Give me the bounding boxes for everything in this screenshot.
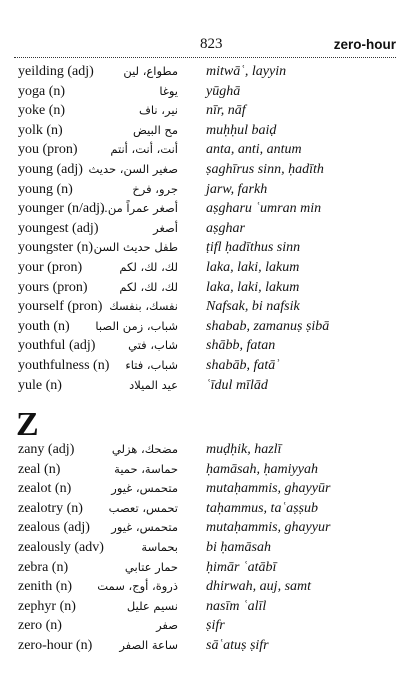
transliteration: ṣifr [206, 618, 225, 634]
headword: zany (adj) [18, 442, 75, 457]
dictionary-entry [0, 520, 410, 540]
dictionary-entry [0, 280, 410, 300]
arabic-translation: أنت، أنت، أنتم [110, 142, 178, 157]
headword: young (n) [18, 181, 73, 197]
arabic-translation: متحمس، غيور [111, 481, 178, 496]
transliteration: taḥammus, taʿaṣṣub [206, 500, 319, 516]
arabic-translation: طفل حديث السن [93, 240, 178, 255]
transliteration: shabab, zamanuṣ ṣibā [206, 318, 330, 334]
headword: yolk (n) [18, 122, 63, 138]
dictionary-entry [0, 182, 410, 202]
dictionary-entry [0, 260, 410, 280]
dictionary-entry [0, 84, 410, 104]
dictionary-entry [0, 540, 410, 560]
headword: young (adj) [18, 162, 83, 177]
headword: youthful (adj) [18, 338, 96, 354]
transliteration: aṣgharu ʿumran min [206, 201, 322, 217]
dictionary-entry [0, 462, 410, 482]
arabic-translation: ساعة الصفر [119, 638, 178, 652]
page-number: 823 [200, 36, 223, 52]
headword: zero (n) [18, 618, 62, 634]
dictionary-entry [0, 142, 410, 162]
transliteration: shābb, fatan [206, 338, 276, 354]
transliteration: ʿīdul mīlād [206, 377, 268, 393]
headword: zebra (n) [18, 559, 69, 575]
dictionary-entry [0, 64, 410, 84]
section-letter: Z [16, 406, 39, 443]
dictionary-entry [0, 319, 410, 339]
headword: yoke (n) [18, 103, 66, 119]
arabic-translation: مح البيض [133, 122, 178, 137]
arabic-translation: لك، لك، لكم [119, 279, 178, 294]
arabic-translation: نفسك، بنفسك [109, 299, 178, 314]
dictionary-entry [0, 579, 410, 599]
arabic-translation: يوغا [159, 83, 178, 98]
transliteration: ḥimār ʿatābī [206, 559, 277, 575]
page-header [14, 36, 396, 56]
arabic-translation: نير، ناف [138, 103, 178, 118]
headword: yoga (n) [18, 83, 66, 99]
header-rule [14, 57, 396, 58]
transliteration: ḥamāsah, ḥamiyyah [206, 461, 318, 477]
arabic-translation: جرو، فرخ [132, 181, 178, 196]
transliteration: laka, laki, lakum [206, 279, 300, 295]
arabic-translation: صفر [156, 618, 178, 633]
transliteration: Nafsak, bi nafsik [206, 299, 300, 315]
dictionary-entry [0, 378, 410, 398]
transliteration: mitwāʿ, layyin [206, 64, 287, 79]
arabic-translation: أصغر [153, 220, 178, 235]
dictionary-entry [0, 103, 410, 123]
transliteration: anta, anti, antum [206, 142, 302, 158]
transliteration: mutaḥammis, ghayyur [206, 520, 331, 536]
headword: youthfulness (n) [18, 358, 110, 373]
arabic-translation: شباب، فتاء [125, 358, 178, 372]
dictionary-entry [0, 338, 410, 358]
dictionary-entry [0, 358, 410, 378]
headword: yours (pron) [18, 279, 88, 295]
transliteration: nīr, nāf [206, 103, 246, 119]
arabic-translation: عيد الميلاد [129, 377, 178, 392]
headword: you (pron) [18, 142, 78, 158]
arabic-translation: تحمس، تعصب [108, 500, 178, 515]
headword: youth (n) [18, 318, 70, 334]
transliteration: sāʿatuṣ ṣifr [206, 638, 269, 653]
transliteration: aṣghar [206, 220, 245, 236]
transliteration: muḍḥik, hazlī [206, 442, 282, 457]
dictionary-entry [0, 299, 410, 319]
headword: younger (n/adj) [18, 201, 105, 217]
headword: zenith (n) [18, 579, 73, 595]
transliteration: ṣaghīrus sinn, ḥadīth [206, 162, 324, 177]
transliteration: jarw, farkh [206, 181, 268, 197]
arabic-translation: شباب، زمن الصبا [95, 318, 178, 333]
arabic-translation: حمار عتابي [124, 559, 178, 574]
dictionary-entry [0, 501, 410, 521]
headword: zephyr (n) [18, 598, 76, 614]
transliteration: yūghā [206, 83, 241, 99]
arabic-translation: صغير السن، حديث [88, 162, 178, 176]
dictionary-entry [0, 162, 410, 182]
headword: youngest (adj) [18, 220, 99, 236]
dictionary-entry [0, 638, 410, 658]
transliteration: ṭifl ḥadīthus sinn [206, 240, 301, 256]
transliteration: dhirwah, auj, samt [206, 579, 312, 595]
dictionary-entry [0, 618, 410, 638]
headword: zealously (adv) [18, 540, 104, 555]
arabic-translation: مطواع، لين [123, 64, 178, 78]
headword: zealot (n) [18, 481, 72, 497]
arabic-translation: شاب، فتي [128, 338, 178, 353]
dictionary-entry [0, 599, 410, 619]
transliteration: mutaḥammis, ghayyūr [206, 481, 331, 497]
headword: yule (n) [18, 377, 62, 393]
arabic-translation: متحمس، غيور [111, 520, 178, 535]
dictionary-entry [0, 221, 410, 241]
arabic-translation: مضحك، هزلي [111, 442, 178, 456]
arabic-translation: بحماسة [141, 540, 178, 554]
dictionary-entry [0, 442, 410, 462]
arabic-translation: ذروة، أوج، سمت [97, 579, 178, 594]
arabic-translation: أصغر عمراً من… [96, 201, 178, 216]
transliteration: shabāb, fatāʾ [206, 358, 280, 373]
headword: your (pron) [18, 260, 83, 275]
dictionary-entry [0, 481, 410, 501]
transliteration: bi ḥamāsah [206, 540, 271, 555]
headword: zero-hour (n) [18, 638, 93, 653]
headword: zealotry (n) [18, 500, 83, 516]
running-head: zero-hour [333, 37, 396, 52]
transliteration: nasīm ʿalīl [206, 598, 267, 614]
headword: yeilding (adj) [18, 64, 94, 79]
headword: yourself (pron) [18, 299, 103, 315]
dictionary-entry [0, 123, 410, 143]
dictionary-entry [0, 560, 410, 580]
headword: zealous (adj) [18, 520, 90, 536]
headword: youngster (n) [18, 240, 94, 256]
dictionary-entry [0, 240, 410, 260]
transliteration: laka, laki, lakum [206, 260, 300, 275]
headword: zeal (n) [18, 461, 61, 477]
arabic-translation: لك، لك، لكم [119, 260, 178, 274]
transliteration: muḥḥul baiḍ [206, 122, 277, 138]
dictionary-entry [0, 201, 410, 221]
arabic-translation: حماسة، حمية [114, 461, 178, 476]
arabic-translation: نسيم عليل [126, 598, 178, 613]
